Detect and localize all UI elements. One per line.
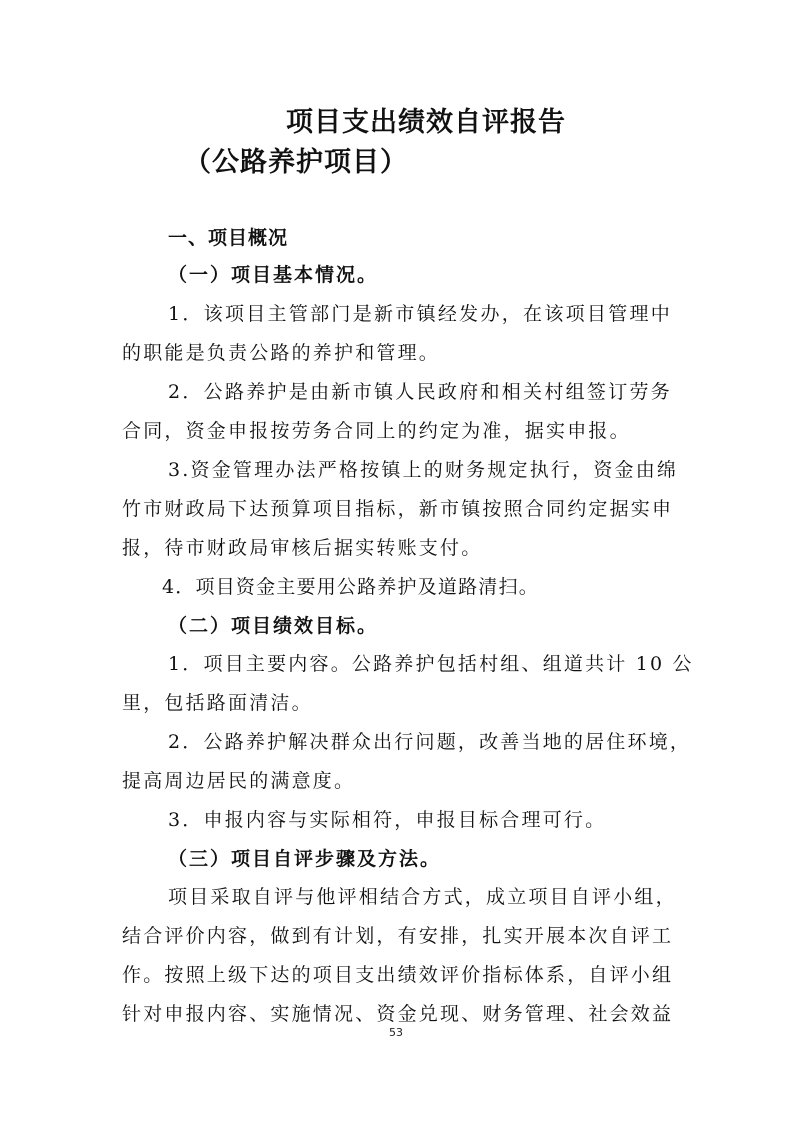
paragraph-line: 1．该项目主管部门是新市镇经发办，在该项目管理中 <box>168 303 672 325</box>
subsection-heading-basic-info: （一）项目基本情况。 <box>168 264 379 286</box>
section-heading-overview: 一、项目概况 <box>168 227 289 249</box>
paragraph-line: 1．项目主要内容。公路养护包括村组、组道共计 10 公 <box>168 653 694 675</box>
paragraph-line: 4．项目资金主要用公路养护及道路清扫。 <box>162 576 539 598</box>
subsection-heading-steps: （三）项目自评步骤及方法。 <box>168 848 442 870</box>
paragraph-line: 报，待市财政局审核后据实转账支付。 <box>122 537 483 559</box>
paragraph-line: 合同，资金申报按劳务合同上的约定为准，据实申报。 <box>122 420 631 442</box>
paragraph-line: 2．公路养护解决群众出行问题，改善当地的居住环境， <box>168 731 692 753</box>
paragraph-line: 针对申报内容、实施情况、资金兑现、财务管理、社会效益 <box>122 1003 674 1025</box>
paragraph-line: 3.资金管理办法严格按镇上的财务规定执行，资金由绵 <box>168 459 679 481</box>
paragraph-line: 提高周边居民的满意度。 <box>122 770 356 792</box>
paragraph-line: 结合评价内容，做到有计划，有安排，扎实开展本次自评工 <box>122 925 674 947</box>
paragraph-line: 竹市财政局下达预算项目指标，新市镇按照合同约定据实申 <box>122 498 674 520</box>
paragraph-line: 2．公路养护是由新市镇人民政府和相关村组签订劳务 <box>168 381 672 403</box>
document-subtitle: （公路养护项目） <box>184 147 408 178</box>
document-title: 项目支出绩效自评报告 <box>286 107 566 138</box>
paragraph-line: 3．申报内容与实际相符，申报目标合理可行。 <box>168 809 607 831</box>
paragraph-line: 作。按照上级下达的项目支出绩效评价指标体系，自评小组 <box>122 964 674 986</box>
paragraph-line: 项目采取自评与他评相结合方式，成立项目自评小组， <box>168 886 677 908</box>
paragraph-line: 里，包括路面清洁。 <box>122 692 313 714</box>
paragraph-line: 的职能是负责公路的养护和管理。 <box>122 342 441 364</box>
subsection-heading-goals: （二）项目绩效目标。 <box>168 615 379 637</box>
page-number: 53 <box>389 1026 403 1039</box>
